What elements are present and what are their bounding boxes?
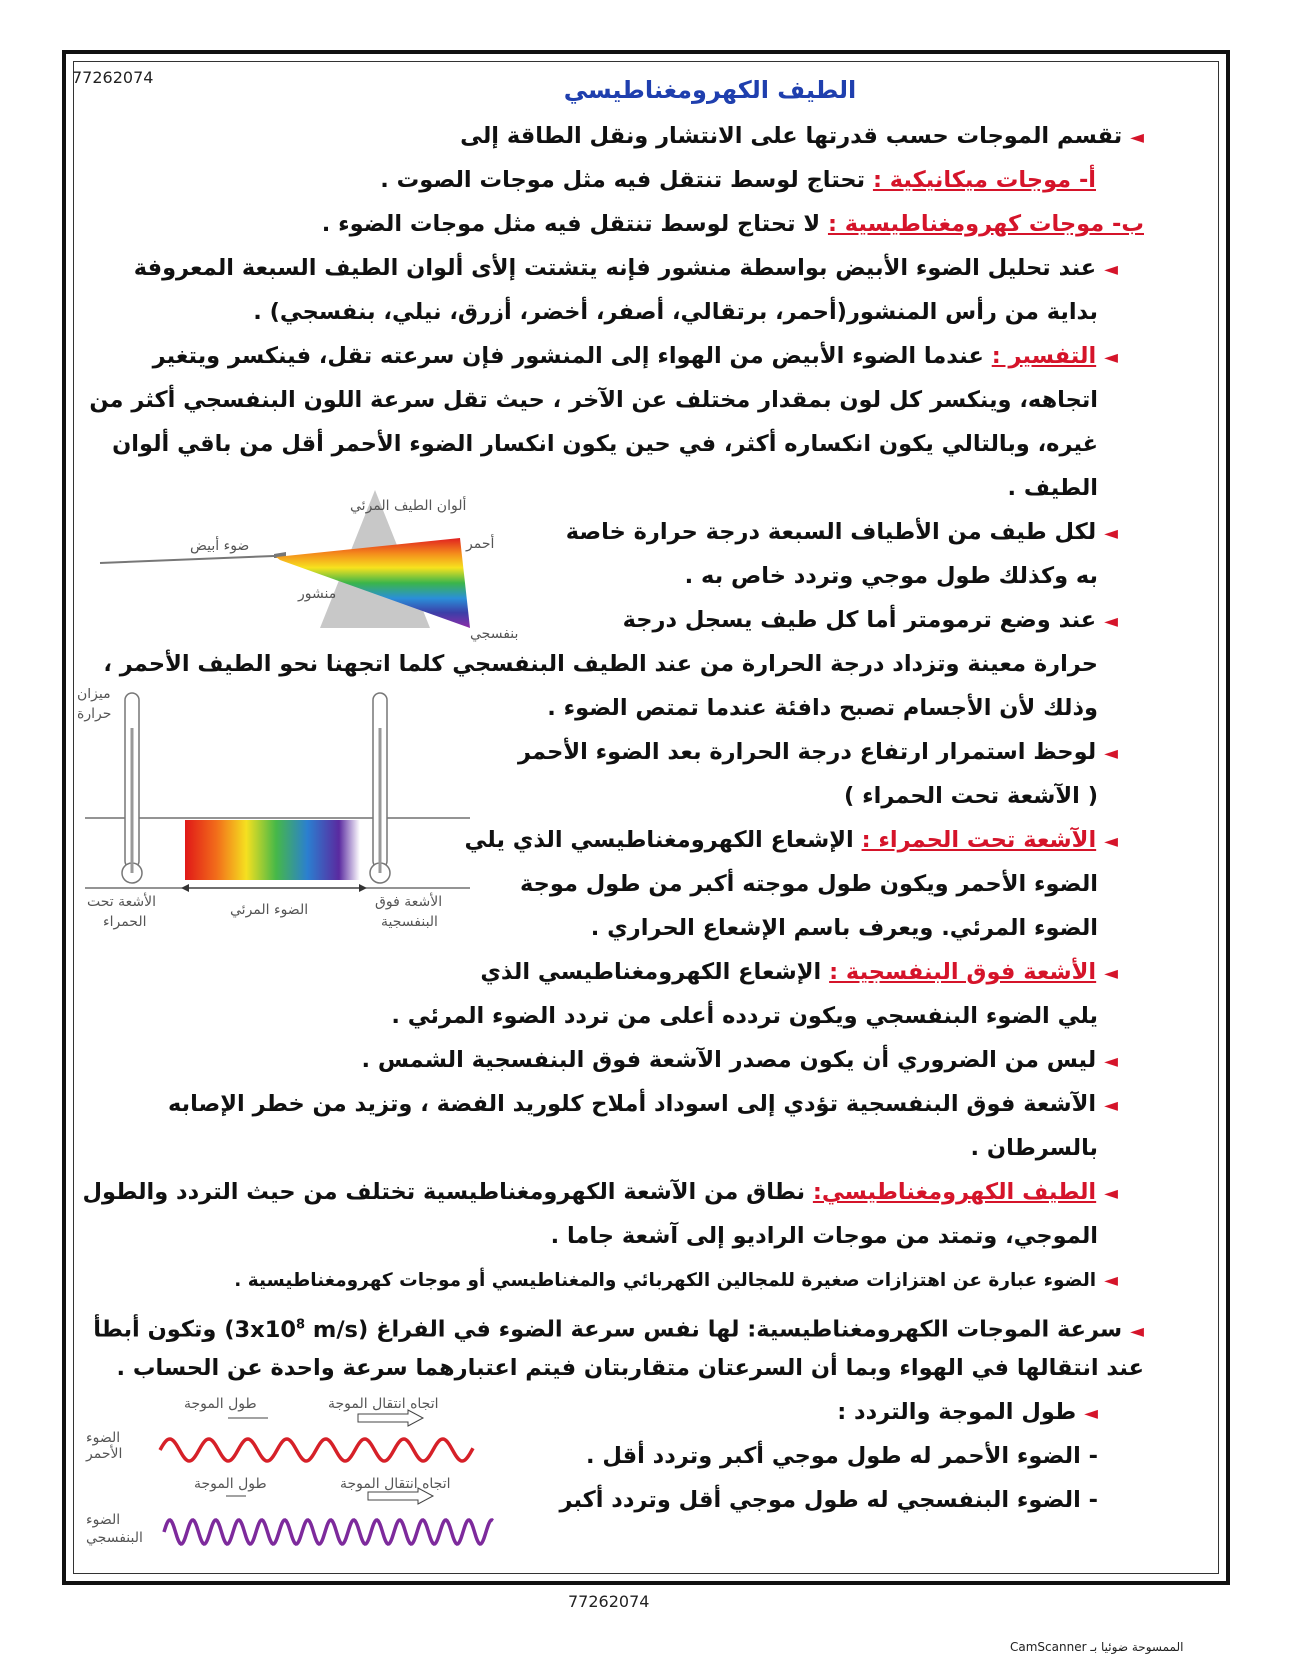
line-p4-2: بداية من رأس المنشور(أحمر، برتقالي، أصفر، أخضر، أزرق، نيلي، بنفسجي) . (253, 299, 1098, 325)
line-p5-2: اتجاهه، وينكسر كل لون بمقدار مختلف عن الآخر ، حيث تقل سرعة اللون البنفسجي أكثر من (89, 387, 1098, 413)
label-violet-light-2: البنفسجي (86, 1530, 143, 1546)
label-thermometer-2: حرارة (77, 706, 112, 722)
page-title: الطيف الكهرومغناطيسي (563, 76, 857, 104)
label-red-light-1: الضوء (86, 1430, 121, 1446)
prism-figure (90, 488, 530, 648)
label-infrared-1: الأشعة تحت (87, 894, 156, 910)
line-p17: - الضوء الأحمر له طول موجي أكبر وتردد أقل . (585, 1443, 1098, 1469)
label-prism: منشور (298, 586, 337, 602)
line-p7-1: ◄عند وضع ترمومتر أما كل طيف يسجل درجة (622, 607, 1118, 633)
label-wavelength-violet: طول الموجة (194, 1476, 267, 1492)
line-p5-1: ◄التفسير : عندما الضوء الأبيض من الهواء إلى المنشور فإن سرعته تقل، فينكسر ويتغير (152, 343, 1118, 369)
label-violet-light-1: الضوء (86, 1512, 121, 1528)
bullet-icon: ◄ (1104, 963, 1118, 984)
line-p9-3: الضوء المرئي. ويعرف باسم الإشعاع الحراري . (590, 915, 1098, 941)
bullet-icon: ◄ (1104, 1270, 1118, 1291)
bullet-icon: ◄ (1104, 523, 1118, 544)
label-ultraviolet-1: الأشعة فوق (375, 894, 443, 910)
line-p6-2: به وكذلك طول موجي وتردد خاص به . (684, 563, 1098, 589)
speed-value: $3x10^8$ m/s (234, 1316, 358, 1343)
white-light-ray (100, 556, 274, 563)
line-p8-1: ◄لوحظ استمرار ارتفاع درجة الحرارة بعد الضوء الأحمر (518, 739, 1118, 765)
bullet-icon: ◄ (1130, 1320, 1144, 1342)
page-code-top: 77262074 (72, 68, 154, 87)
line-p11: ◄ليس من الضروري أن يكون مصدر الآشعة فوق البنفسجية الشمس . (361, 1047, 1118, 1073)
bullet-icon: ◄ (1104, 259, 1118, 280)
scanner-watermark: الممسوحة ضوئيا بـ CamScanner (1010, 1640, 1184, 1654)
line-p2: أ- موجات ميكانيكية : تحتاج لوسط تنتقل فيه مثل موجات الصوت . (380, 167, 1096, 193)
label-visible-light: الضوء المرئي (230, 902, 309, 918)
line-p16: ◄طول الموجة والتردد : (837, 1399, 1098, 1425)
thermometer-right-icon (370, 693, 390, 883)
line-p6-1: ◄لكل طيف من الأطياف السبعة درجة حرارة خاصة (565, 519, 1118, 545)
line-p5-4: الطيف . (1007, 475, 1098, 501)
label-violet: بنفسجي (470, 626, 519, 642)
violet-wave-line (164, 1520, 493, 1544)
line-p9-1: ◄الآشعة تحت الحمراء : الإشعاع الكهرومغناطيسي الذي يلي (464, 827, 1118, 853)
line-p13-2: الموجي، وتمتد من موجات الراديو إلى آشعة جاما . (550, 1223, 1098, 1249)
line-p15-1: ◄سرعة الموجات الكهرومغناطيسية: لها نفس سرعة الضوء في الفراغ ($3x10^8$ m/s) وتكون أبطأ (93, 1316, 1144, 1343)
line-p1: ◄تقسم الموجات حسب قدرتها على الانتشار ونقل الطاقة إلى (460, 123, 1144, 149)
bullet-icon: ◄ (1130, 127, 1144, 148)
line-p12-2: بالسرطان . (970, 1135, 1098, 1161)
label-red: أحمر (466, 536, 495, 552)
page-code-bottom: 77262074 (568, 1592, 650, 1611)
label-direction-red: اتجاه انتقال الموجة (328, 1396, 439, 1412)
line-p3: ب- موجات كهرومغناطيسية : لا تحتاج لوسط تنتقل فيه مثل موجات الضوء . (321, 211, 1144, 237)
line-p7-2: حرارة معينة وتزداد درجة الحرارة من عند الطيف البنفسجي كلما اتجهنا نحو الطيف الأحمر ، (103, 651, 1098, 677)
label-thermometer-1: ميزان (77, 688, 111, 702)
line-p4-1: ◄عند تحليل الضوء الأبيض بواسطة منشور فإنه يتشتت إلأى ألوان الطيف السبعة المعروفة (133, 255, 1118, 281)
label-red-light-2: الأحمر (86, 1446, 123, 1462)
label-direction-violet: اتجاه انتقال الموجة (340, 1476, 451, 1492)
bullet-icon: ◄ (1104, 1095, 1118, 1116)
thermometer-left-icon (122, 693, 142, 883)
visible-band (185, 820, 360, 880)
line-p8-2: ( الآشعة تحت الحمراء ) (844, 783, 1098, 809)
bullet-icon: ◄ (1084, 1403, 1098, 1424)
label-wavelength-red: طول الموجة (184, 1396, 257, 1412)
thermometer-figure (75, 688, 475, 948)
red-wave-line (160, 1439, 473, 1461)
label-infrared-2: الحمراء (103, 914, 147, 930)
label-visible-spectrum: ألوان الطيف المرئي (350, 498, 467, 514)
bullet-icon: ◄ (1104, 1183, 1118, 1204)
line-p9-2: الضوء الأحمر ويكون طول موجته أكبر من طول موجة (520, 871, 1098, 897)
line-p18: - الضوء البنفسجي له طول موجي أقل وتردد أكبر (559, 1487, 1098, 1513)
line-p14: ◄الضوء عبارة عن اهتزازات صغيرة للمجالين الكهربائي والمغناطيسي أو موجات كهرومغناطيسية . (234, 1270, 1118, 1291)
bullet-icon: ◄ (1104, 347, 1118, 368)
label-white-light: ضوء أبيض (190, 538, 250, 554)
line-p10-2: يلي الضوء البنفسجي ويكون تردده أعلى من تردد الضوء المرئي . (391, 1003, 1098, 1029)
bullet-icon: ◄ (1104, 831, 1118, 852)
bullet-icon: ◄ (1104, 1051, 1118, 1072)
line-p5-3: غيره، وبالتالي يكون انكساره أكثر، في حين يكون انكسار الضوء الأحمر أقل من باقي ألوان (112, 431, 1098, 457)
waves-figure (78, 1392, 528, 1552)
line-p15-2: عند انتقالها في الهواء وبما أن السرعتان متقاربتان فيتم اعتبارهما سرعة واحدة عن الحساب . (116, 1355, 1144, 1381)
line-p10-1: ◄الأشعة فوق البنفسجية : الإشعاع الكهرومغناطيسي الذي (480, 959, 1118, 985)
violet-wave-diagram (86, 1476, 493, 1546)
line-p12-1: ◄الآشعة فوق البنفسجية تؤدي إلى اسوداد أملاح كلوريد الفضة ، وتزيد من خطر الإصابه (167, 1091, 1118, 1117)
bullet-icon: ◄ (1104, 743, 1118, 764)
label-ultraviolet-2: البنفسجية (381, 914, 438, 930)
line-p13-1: ◄الطيف الكهرومغناطيسي: نطاق من الآشعة الكهرومغناطيسية تختلف من حيث التردد والطول (82, 1179, 1118, 1205)
line-p7-3: وذلك لأن الأجسام تصبح دافئة عندما تمتص الضوء . (547, 695, 1098, 721)
red-wave-diagram (85, 1396, 473, 1462)
bullet-icon: ◄ (1104, 611, 1118, 632)
